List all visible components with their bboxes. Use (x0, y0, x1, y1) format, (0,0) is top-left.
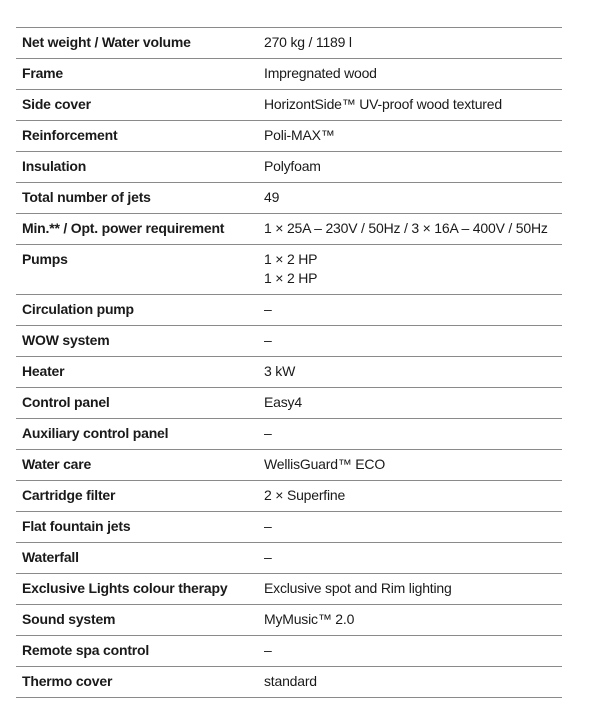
spec-value (258, 183, 562, 214)
spec-value-line: MyMusic™ 2.0 (264, 611, 355, 627)
spec-label: Flat fountain jets (22, 518, 131, 534)
spec-row (16, 152, 562, 183)
spec-label: Min.** / Opt. power requirement (22, 220, 225, 236)
spec-label: Total number of jets (22, 189, 151, 205)
spec-row (16, 214, 562, 245)
spec-row (16, 183, 562, 214)
spec-value-line: HorizontSide™ UV-proof wood textured (264, 96, 502, 112)
spec-label: Insulation (22, 158, 87, 174)
spec-row (16, 543, 562, 574)
spec-value-line: standard (264, 673, 317, 689)
spec-row (16, 605, 562, 636)
spec-row (16, 28, 562, 59)
spec-value (258, 605, 562, 636)
spec-value-line: – (264, 642, 272, 658)
spec-label: Control panel (22, 394, 110, 410)
spec-value-line: Polyfoam (264, 158, 321, 174)
spec-row (16, 388, 562, 419)
spec-value (258, 357, 562, 388)
spec-label: Waterfall (22, 549, 79, 565)
spec-value (258, 121, 562, 152)
spec-value (258, 59, 562, 90)
spec-row (16, 295, 562, 326)
spec-value-line: Exclusive spot and Rim lighting (264, 580, 452, 596)
spec-label: Water care (22, 456, 92, 472)
spec-row (16, 357, 562, 388)
spec-value-line: 49 (264, 189, 280, 205)
spec-row (16, 636, 562, 667)
spec-label: Pumps (22, 251, 68, 267)
spec-value (258, 512, 562, 543)
spec-value (258, 295, 562, 326)
spec-label: Remote spa control (22, 642, 150, 658)
spec-value (258, 543, 562, 574)
spec-value (258, 450, 562, 481)
spec-value (258, 636, 562, 667)
spec-row (16, 419, 562, 450)
spec-label: Thermo cover (22, 673, 113, 689)
spec-label: Exclusive Lights colour therapy (22, 580, 228, 596)
spec-value-line: 2 × Superfine (264, 487, 346, 503)
spec-row (16, 59, 562, 90)
spec-label: Circulation pump (22, 301, 134, 317)
spec-value (258, 326, 562, 357)
spec-table (16, 27, 562, 698)
spec-table-body (16, 28, 562, 698)
spec-row (16, 326, 562, 357)
spec-label: Cartridge filter (22, 487, 116, 503)
spec-value-line: – (264, 301, 272, 317)
spec-row (16, 481, 562, 512)
spec-value (258, 388, 562, 419)
spec-value-line: Easy4 (264, 394, 302, 410)
spec-label: WOW system (22, 332, 110, 348)
spec-row (16, 667, 562, 698)
spec-row (16, 90, 562, 121)
spec-value (258, 245, 562, 295)
spec-value-line: – (264, 518, 272, 534)
spec-label: Auxiliary control panel (22, 425, 169, 441)
spec-label: Side cover (22, 96, 91, 112)
spec-row (16, 512, 562, 543)
spec-value-line: Impregnated wood (264, 65, 377, 81)
spec-value (258, 214, 562, 245)
spec-value (258, 28, 562, 59)
spec-value-line: – (264, 425, 272, 441)
spec-label: Net weight / Water volume (22, 34, 191, 50)
spec-value (258, 667, 562, 698)
spec-label: Frame (22, 65, 64, 81)
spec-row (16, 450, 562, 481)
spec-value-line: – (264, 332, 272, 348)
spec-value (258, 90, 562, 121)
spec-label: Sound system (22, 611, 116, 627)
spec-value-line: Poli-MAX™ (264, 127, 335, 143)
spec-row (16, 245, 562, 295)
spec-row (16, 574, 562, 605)
spec-value (258, 481, 562, 512)
spec-value-line: 1 × 2 HP (264, 270, 318, 286)
spec-label: Heater (22, 363, 65, 379)
spec-label: Reinforcement (22, 127, 118, 143)
spec-value-line: 3 kW (264, 363, 296, 379)
spec-value-line: 1 × 25A – 230V / 50Hz / 3 × 16A – 400V / 50Hz (264, 220, 548, 236)
spec-value-line: 1 × 2 HP (264, 251, 318, 267)
spec-value-line: – (264, 549, 272, 565)
spec-value-line: 270 kg / 1189 l (264, 34, 352, 50)
spec-value (258, 574, 562, 605)
spec-value (258, 152, 562, 183)
spec-value-line: WellisGuard™ ECO (264, 456, 386, 472)
spec-value (258, 419, 562, 450)
spec-row (16, 121, 562, 152)
